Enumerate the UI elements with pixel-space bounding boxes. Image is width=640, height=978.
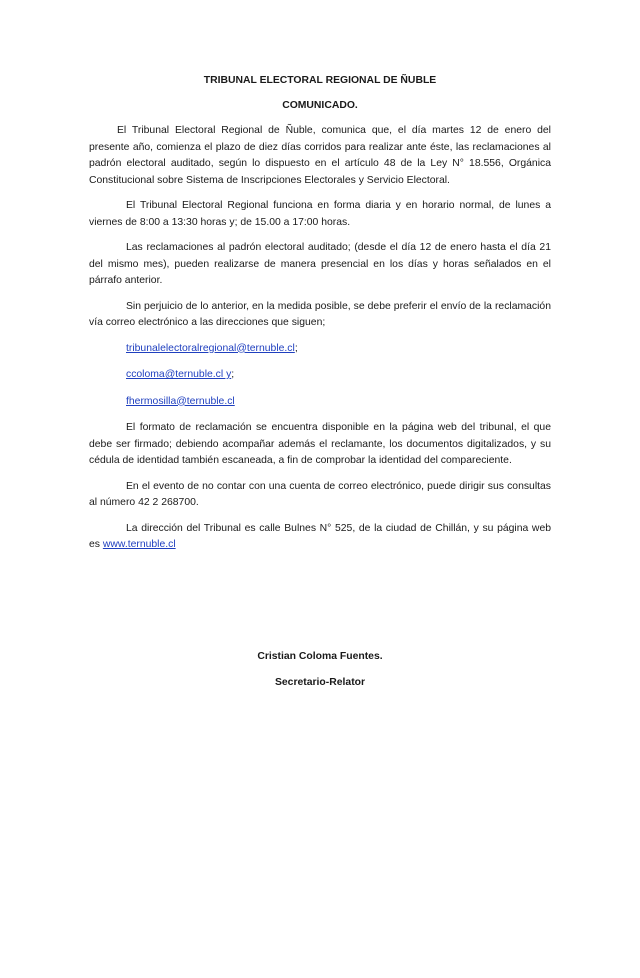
document-body [89, 73, 551, 563]
signature-name: Cristian Coloma Fuentes. [257, 651, 383, 662]
email-suffix: ; [294, 342, 298, 354]
paragraph-email-preference: Sin perjuicio de lo anterior, en la medida posible, se debe preferir el envío de la reclamación vía correo electrónico a las direcciones que siguen; [89, 300, 551, 328]
signature-role: Secretario-Relator [274, 677, 366, 688]
email-item [126, 341, 551, 358]
email-link-ccoloma[interactable]: ccoloma@ternuble.cl y [126, 369, 232, 380]
email-item [126, 394, 551, 411]
email-item [126, 367, 551, 384]
website-link[interactable]: www.ternuble.cl [102, 539, 176, 550]
paragraph-form: El formato de reclamación se encuentra disponible en la página web del tribunal, el que debe ser firmado; debiendo acompañar además el reclamante, los documentos digitalizados, y su cédula de identidad también escaneada, a fin de comprobar la identidad del compareciente. [89, 422, 551, 466]
document-title: TRIBUNAL ELECTORAL REGIONAL DE ÑUBLE [203, 75, 437, 86]
paragraph-address [89, 521, 551, 554]
paragraph-phone: En el evento de no contar con una cuenta de correo electrónico, puede dirigir sus consultas al número 42 2 268700. [89, 480, 551, 508]
paragraph-announcement: El Tribunal Electoral Regional de Ñuble, comunica que, el día martes 12 de enero del presente año, comienza el plazo de diez días corridos para realizar ante éste, las reclamaciones al padrón electoral auditado, según lo dispuesto en el artículo 48 de la Ley N° 18.556, Orgánica Constitucional sobre Sistema de Inscripciones Electorales y Servicio Electoral. [89, 125, 551, 186]
email-link-fhermosilla[interactable]: fhermosilla@ternuble.cl [126, 395, 235, 407]
document-subtitle: COMUNICADO. [282, 99, 358, 111]
paragraph-claims: Las reclamaciones al padrón electoral auditado; (desde el día 12 de enero hasta el día 21 del mismo mes), pueden realizarse de manera presencial en los días y horas señalados en el párrafo anterior. [89, 242, 551, 286]
email-link-tribunal[interactable]: tribunalelectoralregional@ternuble.cl [126, 342, 295, 354]
address-text: La dirección del Tribunal es calle Bulnes N° 525, de la ciudad de Chillán, y su página web es [89, 522, 551, 550]
email-suffix: ; [231, 369, 235, 380]
paragraph-schedule: El Tribunal Electoral Regional funciona en forma diaria y en horario normal, de lunes a viernes de 8:00 a 13:30 horas y; de 15.00 a 17:00 horas. [89, 200, 551, 228]
